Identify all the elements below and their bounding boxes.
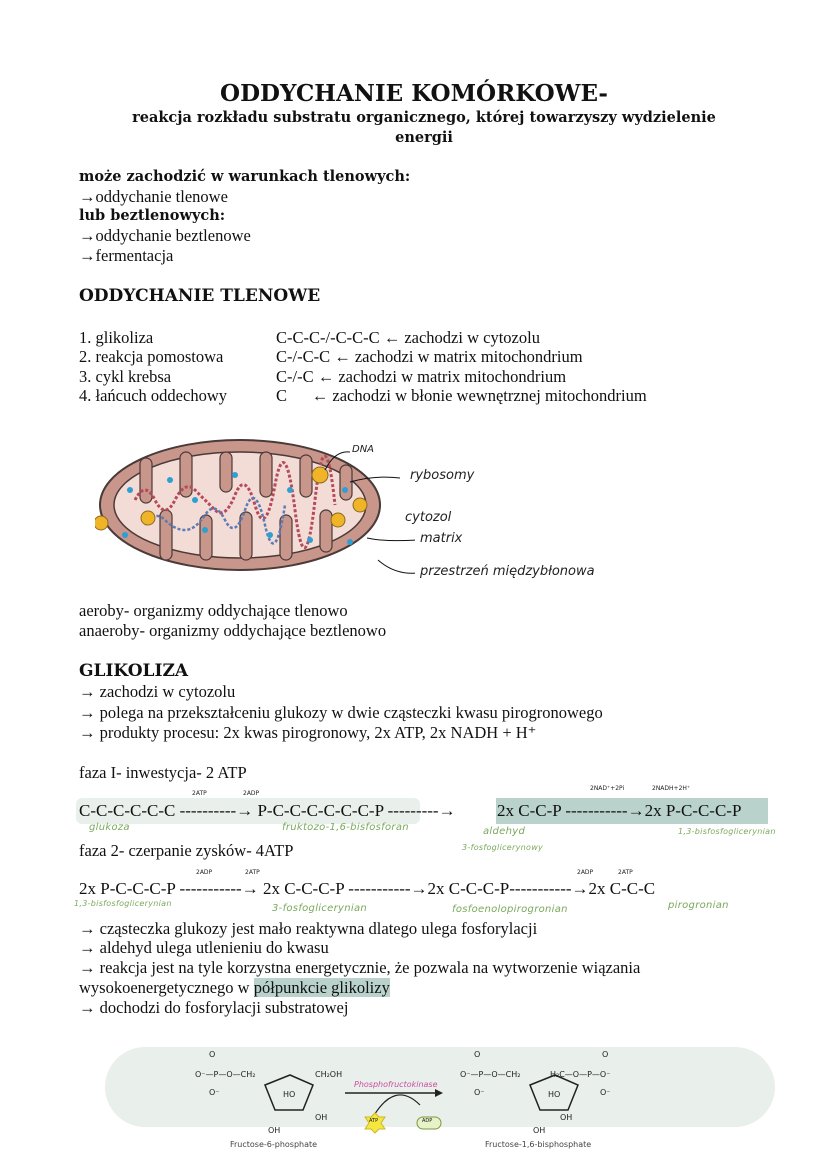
svg-text:O: O [209,1050,216,1059]
svg-text:H₂C—O—P—O⁻: H₂C—O—P—O⁻ [550,1070,611,1079]
stage-desc: C-C-C-/-C-C-C ← zachodzi w cytozolu [276,328,540,347]
svg-text:O⁻: O⁻ [600,1088,611,1097]
label-rybosomy: rybosomy [410,468,475,483]
intro-line: →oddychanie beztlenowe [79,226,251,245]
equation: C-C-C-C-C-C ----------→ P-C-C-C-C-C-C-P ---------→ [79,801,456,820]
atp-label: ATP [369,1118,379,1124]
svg-text:O⁻—P—O—CH₂: O⁻—P—O—CH₂ [195,1070,256,1079]
compound-label: fosfoenolopirogronian [452,904,568,915]
stage-name: 1. glikoliza [79,328,154,347]
subtitle-cont: energii [395,129,453,146]
compound-label: 1,3-bisfosfoglicerynian [74,899,172,908]
highlighted-term: półpunkcie glikolizy [253,978,390,997]
stage-name: 3. cykl krebsa [79,367,172,386]
substrate-label: Fructose-6-phosphate [230,1140,318,1149]
intro-heading: może zachodzić w warunkach tlenowych: [79,168,411,185]
cofactor-in: 2NAD⁺+2Pi [590,785,625,792]
section-heading: ODDYCHANIE TLENOWE [79,286,321,306]
cofactor-in: 2ADP [196,869,213,876]
glikoliza-point: → zachodzi w cytozolu [79,682,236,701]
cofactor-in: 2ADP [577,869,594,876]
stage-desc: C-/-C-C ← zachodzi w matrix mitochondrium [276,347,583,366]
reaction-structures [195,1045,635,1145]
note-text: wysokoenergetycznego w [79,978,254,997]
compound-label: 3-fosfoglicerynian [272,903,368,914]
svg-text:O: O [474,1050,481,1059]
svg-text:HO: HO [283,1090,296,1099]
compound-label: 3-fosfoglicerynowy [462,843,544,852]
phase-title: faza I- inwestycja- 2 ATP [79,763,247,782]
subtitle: reakcja rozkładu substratu organicznego, której towarzyszy wydzielenie [132,109,716,126]
intro-line: →oddychanie tlenowe [79,187,228,206]
intro-heading: lub beztlenowych: [79,207,226,224]
enzyme-label: Phosphofructokinase [354,1080,438,1089]
svg-text:O⁻: O⁻ [209,1088,220,1097]
compound-label: pirogronian [668,900,729,911]
product-label: Fructose-1,6-bisphosphate [485,1140,592,1149]
compound-label: fruktozo-1,6-bisfosforan [282,822,409,833]
intro-line: →fermentacja [79,246,174,265]
note: → aldehyd ulega utlenieniu do kwasu [79,938,329,957]
stage-desc: C-/-C ← zachodzi w matrix mitochondrium [276,367,567,386]
note: → reakcja jest na tyle korzystna energetycznie, że pozwala na wytworzenie wiązania [79,958,641,977]
glikoliza-point: → polega na przekształceniu glukozy w dwie cząsteczki kwasu pirogronowego [79,703,603,722]
svg-text:HO: HO [548,1090,561,1099]
svg-text:O⁻: O⁻ [474,1088,485,1097]
note: → cząsteczka glukozy jest mało reaktywna dlatego ulega fosforylacji [79,919,538,938]
equation: 2x P-C-C-C-P -----------→ 2x C-C-C-P -----------→2x C-C-C-P-----------→2x C-C-C [79,879,656,898]
adp-label: ADP [422,1118,433,1124]
equation: 2x C-C-P -----------→2x P-C-C-C-P [497,801,742,820]
label-przestrzen: przestrzeń międzybłonowa [420,564,595,579]
compound-label: glukoza [89,822,130,833]
cofactor-out: 2ATP [618,869,633,876]
svg-text:CH₂OH: CH₂OH [315,1070,343,1079]
stage-name: 4. łańcuch oddechowy [79,386,227,405]
label-dna: DNA [352,444,375,455]
note: → dochodzi do fosforylacji substratowej [79,998,349,1017]
phase-title: faza 2- czerpanie zysków- 4ATP [79,841,294,860]
page-title: ODDYCHANIE KOMÓRKOWE- [220,80,608,107]
svg-text:O: O [602,1050,609,1059]
label-matrix: matrix [420,531,463,546]
section-heading: GLIKOLIZA [79,661,189,681]
cofactor-out: 2NADH+2H⁺ [652,785,691,792]
cofactor-out: 2ATP [245,869,260,876]
svg-text:O⁻—P—O—CH₂: O⁻—P—O—CH₂ [460,1070,521,1079]
label-cytozol: cytozol [405,510,452,525]
cofactor-in: 2ATP [192,790,207,797]
compound-label: aldehyd [483,826,526,837]
note [79,978,390,998]
definition: anaeroby- organizmy oddychające beztlenowo [79,621,387,640]
definition: aeroby- organizmy oddychające tlenowo [79,601,348,620]
stage-desc: C ← zachodzi w błonie wewnętrznej mitochondrium [276,386,647,405]
svg-text:OH: OH [268,1126,281,1135]
glikoliza-point: → produkty procesu: 2x kwas pirogronowy, 2x ATP, 2x NADH + H⁺ [79,723,537,742]
svg-text:OH: OH [533,1126,546,1135]
compound-label: 1,3-bisfosfoglicerynian [678,827,776,836]
svg-text:OH: OH [315,1113,328,1122]
svg-text:OH: OH [560,1113,573,1122]
stage-name: 2. reakcja pomostowa [79,347,224,366]
cofactor-out: 2ADP [243,790,260,797]
